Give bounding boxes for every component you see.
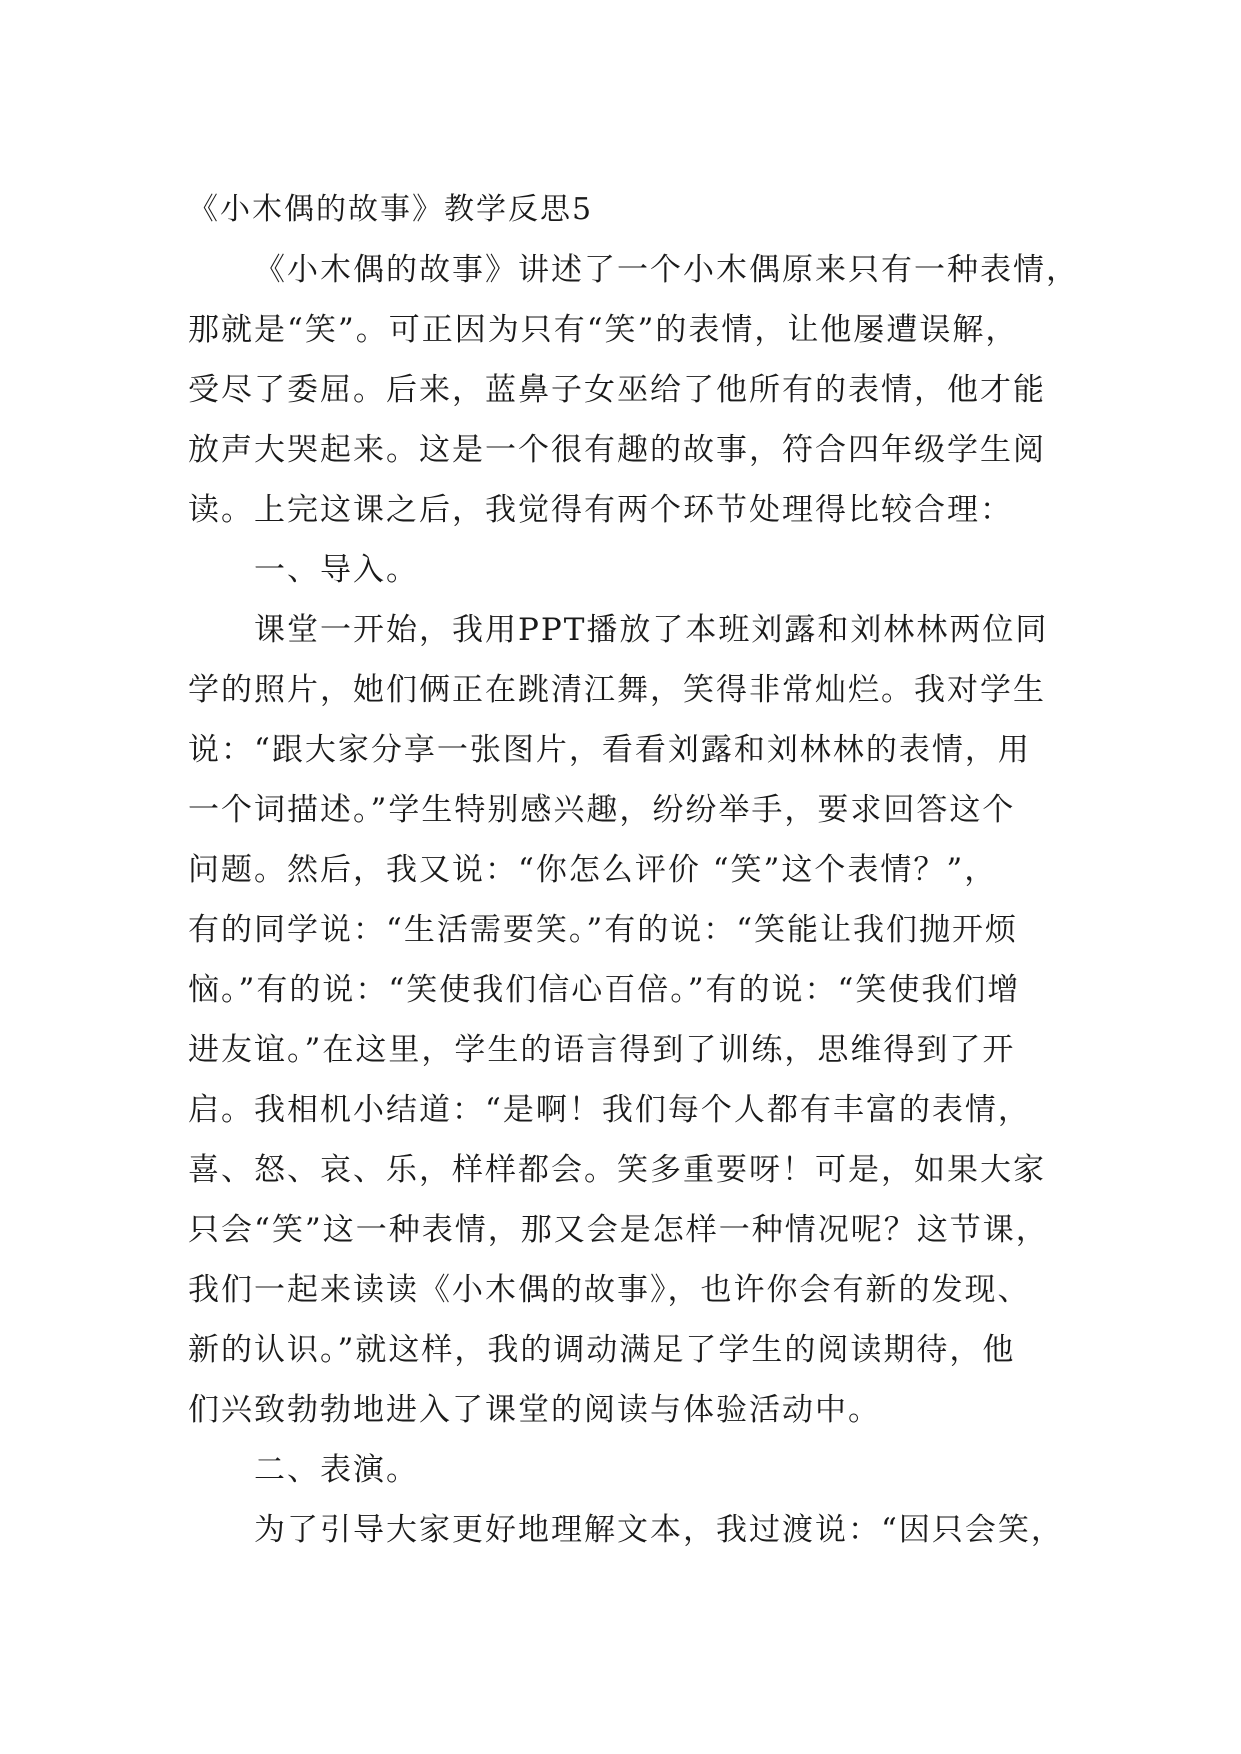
text-line: 新的认识。”就这样，我的调动满足了学生的阅读期待，他 [188,1332,1016,1368]
text-line: 喜、怒、哀、乐，样样都会。笑多重要呀！可是，如果大家 [188,1152,1046,1188]
section-heading: 一、导入。 [254,552,419,588]
document-text [188,240,1088,1560]
text-line: 学的照片，她们俩正在跳清江舞，笑得非常灿烂。我对学生 [188,672,1046,708]
text-line: 进友谊。”在这里，学生的语言得到了训练，思维得到了开 [188,1032,1016,1068]
text-line: 启。我相机小结道：“是啊！我们每个人都有丰富的表情， [188,1092,1031,1128]
text-line: 放声大哭起来。这是一个很有趣的故事，符合四年级学生阅 [188,432,1046,468]
text-line: 们兴致勃勃地进入了课堂的阅读与体验活动中。 [188,1392,881,1428]
text-line: 问题。然后，我又说：“你怎么评价 “笑”这个表情？”， [188,852,998,888]
text-line: 课堂一开始，我用PPT播放了本班刘露和刘林林两位同 [254,612,1049,648]
text-line: 读。上完这课之后，我觉得有两个环节处理得比较合理： [188,492,1013,528]
document-body [188,190,1088,1560]
text-line: 受尽了委屈。后来，蓝鼻子女巫给了他所有的表情，他才能 [188,372,1046,408]
text-line: 为了引导大家更好地理解文本，我过渡说：“因只会笑， [254,1512,1064,1548]
text-line: 说：“跟大家分享一张图片，看看刘露和刘林林的表情，用 [188,732,1031,768]
text-line: 一个词描述。”学生特别感兴趣，纷纷举手，要求回答这个 [188,792,1016,828]
text-line: 只会“笑”这一种表情，那又会是怎样一种情况呢？这节课， [188,1212,1049,1248]
text-line: 有的同学说：“生活需要笑。”有的说：“笑能让我们抛开烦 [188,912,1019,948]
text-line: 那就是“笑”。可正因为只有“笑”的表情，让他屡遭误解， [188,312,1019,348]
document-title: 《小木偶的故事》教学反思5 [188,192,594,227]
text-line: 恼。”有的说：“笑使我们信心百倍。”有的说：“笑使我们增 [188,972,1021,1008]
text-line: 我们一起来读读《小木偶的故事》，也许你会有新的发现、 [188,1272,1031,1308]
text-line: 《小木偶的故事》讲述了一个小木偶原来只有一种表情， [254,252,1079,288]
section-heading: 二、表演。 [254,1452,419,1488]
